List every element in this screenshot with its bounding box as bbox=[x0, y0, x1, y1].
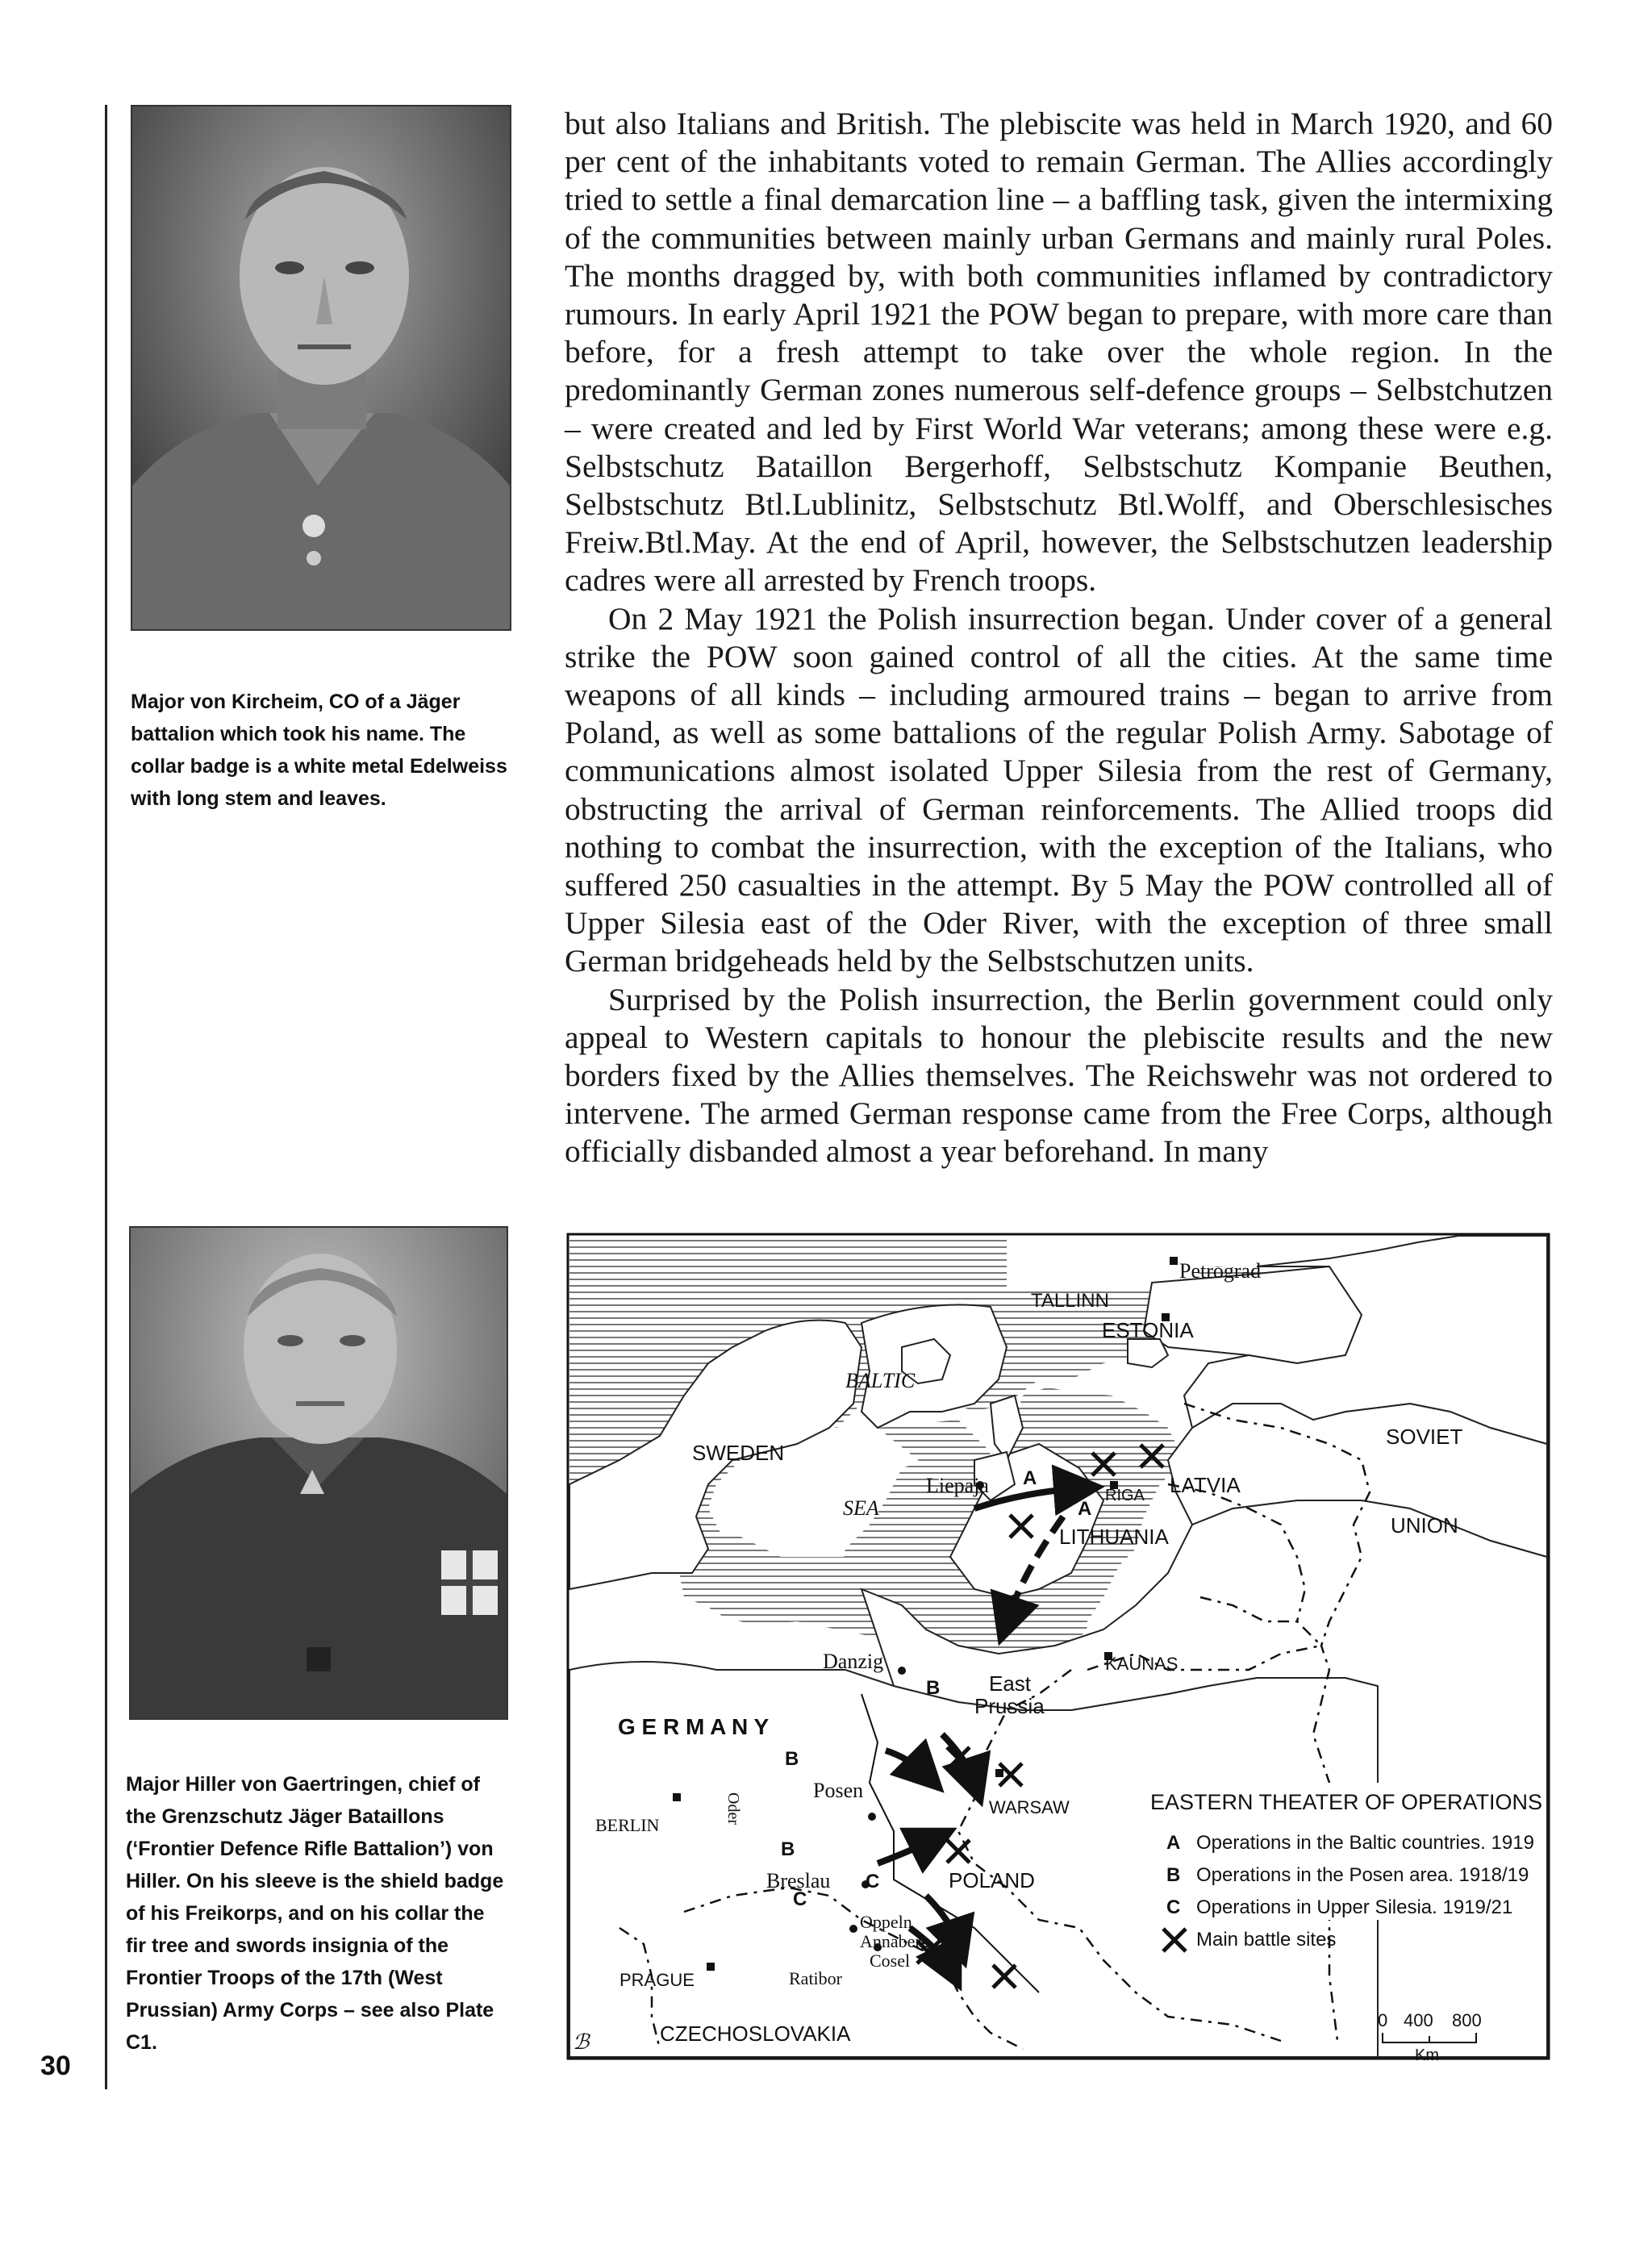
legend-key-c: C bbox=[1166, 1896, 1181, 1918]
label-union: UNION bbox=[1391, 1513, 1458, 1538]
legend-key-b: B bbox=[1166, 1864, 1181, 1886]
label-tallinn: TALLINN bbox=[1031, 1290, 1109, 1312]
label-op-b-3: B bbox=[781, 1838, 795, 1860]
portrait-photo-kircheim bbox=[131, 105, 511, 631]
label-danzig: Danzig bbox=[823, 1650, 884, 1673]
portrait-photo-hiller bbox=[129, 1226, 508, 1720]
label-sea: SEA bbox=[843, 1496, 879, 1520]
label-oder: Oder bbox=[724, 1792, 742, 1825]
label-op-a-1: A bbox=[1023, 1467, 1037, 1489]
label-latvia: LATVIA bbox=[1170, 1473, 1241, 1497]
label-prussia: Prussia bbox=[974, 1694, 1045, 1718]
legend-text-c: Operations in Upper Silesia. 1919/21 bbox=[1196, 1896, 1513, 1918]
photo-caption-kircheim: Major von Kircheim, CO of a Jäger battalion which took his name. The collar badge is a white metal Edelweiss with long stem and leaves. bbox=[131, 691, 507, 810]
photo-caption-hiller: Major Hiller von Gaertringen, chief of the Grenzschutz Jäger Bataillons (‘Frontier Defence Rifle Battalion’) von Hiller. On his sleeve is the shield badge of his Freikorps, and on his collar the fir tree and swords insignia of the Frontier Troops of the 17th (West Prussian) Army Corps – see also Plate C1. bbox=[126, 1773, 504, 2054]
label-berlin: BERLIN bbox=[595, 1815, 660, 1835]
page-number: 30 bbox=[40, 2051, 71, 2081]
label-germany: G E R M A N Y bbox=[618, 1714, 770, 1739]
label-cosel: Cosel bbox=[870, 1951, 911, 1971]
label-op-b-1: B bbox=[926, 1677, 941, 1699]
scale-tick-0: 0 bbox=[1378, 2010, 1388, 2030]
label-op-c-2: C bbox=[793, 1888, 807, 1910]
scale-unit: Km bbox=[1415, 2047, 1439, 2062]
label-breslau: Breslau bbox=[766, 1869, 831, 1892]
paragraph: but also Italians and British. The plebiscite was held in March 1920, and 60 per cent of the inhabitants voted to remain German. The Allies accordingly tried to settle a final demarcation line – a baffling task, given the intermixing of the communities between mainly urban Germans and mainly rural Poles. The months dragged by, with both communities inflamed by contradictory rumours. In early April 1921 the POW began to prepare, with more care than before, for a fresh attempt to take over the whole region. In the predominantly German zones numerous self-defence groups – Selbstchutzen – were created and led by First World War veterans; among these were e.g. Selbstschutz Bataillon Bergerhoff, Selbstschutz Kompanie Beuthen, Selbstschutz Btl.Lublinitz, Selbstschutz Btl.Wolff, and Oberschlesisches Freiw.Btl.May. At the end of April, however, the Selbstschutzen leadership cadres were all arrested by French troops. bbox=[565, 106, 1553, 599]
legend-key-a: A bbox=[1166, 1832, 1181, 1854]
label-riga: RIGA bbox=[1105, 1487, 1145, 1504]
portrait-illustration bbox=[132, 106, 510, 629]
legend-text-a: Operations in the Baltic countries. 1919 bbox=[1196, 1832, 1534, 1854]
legend-text-b: Operations in the Posen area. 1918/19 bbox=[1196, 1864, 1529, 1886]
margin-rule bbox=[105, 105, 107, 2089]
paragraph: Surprised by the Polish insurrection, the Berlin government could only appeal to Western capitals to honour the plebiscite results and the new borders fixed by the Allies themselves. The Reichswehr was not ordered to intervene. The armed German response came from the Free Corps, although officially disbanded almost a year beforehand. In many bbox=[565, 981, 1553, 1170]
label-op-b-2: B bbox=[785, 1748, 799, 1770]
label-kaunas: KAUNAS bbox=[1105, 1654, 1179, 1674]
portrait-illustration bbox=[131, 1228, 507, 1718]
label-op-a-2: A bbox=[1078, 1498, 1092, 1520]
label-petrograd: Petrograd bbox=[1179, 1259, 1262, 1283]
eastern-theater-map bbox=[523, 1218, 1552, 2062]
label-prague: PRAGUE bbox=[620, 1970, 695, 1990]
label-liepaja: Liepaja bbox=[926, 1474, 989, 1497]
label-ratibor: Ratibor bbox=[789, 1968, 842, 1988]
label-sweden: SWEDEN bbox=[692, 1441, 785, 1465]
label-warsaw: WARSAW bbox=[989, 1797, 1070, 1817]
label-lithuania: LITHUANIA bbox=[1059, 1525, 1169, 1549]
label-op-c-1: C bbox=[866, 1871, 880, 1892]
map-svg bbox=[523, 1218, 1552, 2062]
label-estonia: ESTONIA bbox=[1102, 1318, 1194, 1342]
scale-tick-800: 800 bbox=[1452, 2010, 1482, 2030]
label-soviet: SOVIET bbox=[1386, 1425, 1463, 1449]
label-poland: POLAND bbox=[949, 1868, 1035, 1892]
legend-text-battle: Main battle sites bbox=[1196, 1929, 1337, 1951]
label-posen: Posen bbox=[813, 1779, 864, 1802]
label-east: East bbox=[989, 1671, 1032, 1696]
article-body bbox=[565, 105, 1553, 1171]
label-annaberg: Annaberg bbox=[860, 1931, 930, 1951]
paragraph: On 2 May 1921 the Polish insurrection began. Under cover of a general strike the POW soon gained control of all the cities. At the same time weapons of all kinds – including armoured trains – began to arrive from Poland, as well as some battalions of the regular Polish Army. Sabotage of communications almost isolated Upper Silesia from the rest of Germany, obstructing the arrival of German reinforcements. The Allied troops did nothing to combat the insurrection, with the exception of the Italians, who suffered 250 casualties in the attempt. By 5 May the POW controlled all of Upper Silesia east of the Oder River, with the exception of three small German bridgeheads held by the Selbstschutzen units. bbox=[565, 600, 1553, 979]
label-baltic: BALTIC bbox=[845, 1369, 916, 1392]
label-czechoslovakia: CZECHOSLOVAKIA bbox=[660, 2022, 851, 2046]
label-oppeln: Oppeln bbox=[860, 1912, 912, 1932]
scale-tick-400: 400 bbox=[1404, 2010, 1433, 2030]
legend-title: EASTERN THEATER OF OPERATIONS bbox=[1150, 1790, 1543, 1814]
label-artist-mark: ℬ bbox=[573, 2030, 590, 2054]
